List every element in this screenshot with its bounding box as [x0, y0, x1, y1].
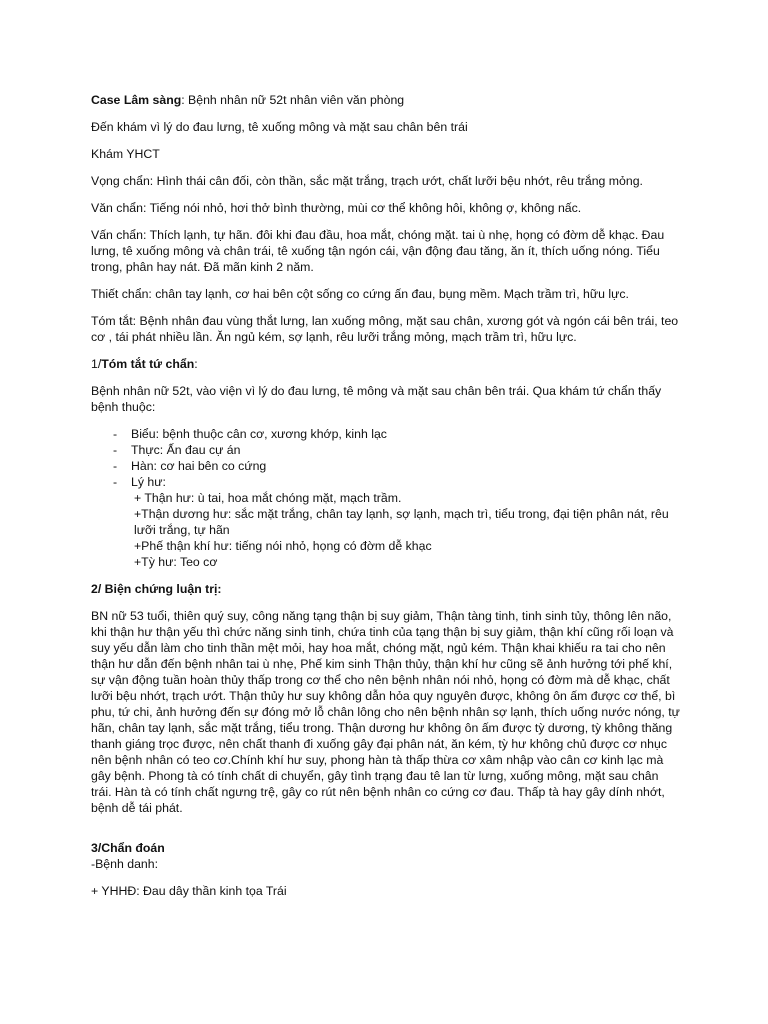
list-item: - Hàn: cơ hai bên co cứng: [91, 458, 681, 474]
list-item: - Thực: Ấn đau cự án: [91, 442, 681, 458]
exam-title: Khám YHCT: [91, 147, 160, 161]
sub-item: +Thận dương hư: sắc mặt trắng, chân tay lạnh, sợ lạnh, mạch trì, tiểu trong, đại tiện phân nát, rêu lưỡi trắng, tự hãn: [134, 507, 669, 537]
section3-line1: -Bệnh danh:: [91, 857, 159, 871]
thiet-chan: Thiết chẩn: chân tay lạnh, cơ hai bên cột sống co cứng ấn đau, bụng mềm. Mạch trầm trì, hữu lực.: [91, 287, 629, 301]
section2-body: BN nữ 53 tuổi, thiên quý suy, công năng tạng thận bị suy giảm, Thận tàng tinh, tinh sinh tủy, thông lên não, khi thận hư thận yếu thì chức năng sinh tinh, chứa tinh của tạng thận bị suy giảm, thận khí cũng rối loạn và suy yếu dẫn làm cho tinh thần mệt mỏi, hay hoa mắt, chóng mặt, ngủ kém. Thận khai khiếu ra tai cho nên thận hư dẫn đến bệnh nhân tai ù nhẹ, Phế kim sinh Thận thủy, thận khí hư cũng sẽ ảnh hưởng tới phế khí, sự vận động tuần hoàn thủy thấp trong cơ thể cho nên bệnh nhân nói nhỏ, họng có đờm mà dễ khạc, chất lưỡi bệu nhớt, trạch ướt. Thận thủy hư suy không dẫn hỏa quy nguyên được, không ôn ấm được cơ thể, bì phu, tứ chi, ảnh hưởng đến sự đóng mở lỗ chân lông cho nên bệnh nhân sợ lạnh, thích uống nước nóng, tự hãn, chân tay lạnh, sắc mặt trắng, tiểu trong. Thận dương hư không ôn ấm được tỳ dương, tỳ không thăng thanh giáng trọc được, nên chất thanh đi xuống gây đại phân nát, ăn kém, tỳ hư không chủ được cơ nhục nên bệnh nhân có teo cơ.Chính khí hư suy, phong hàn tà thấp thừa cơ xâm nhập vào cân cơ kinh lạc mà gây bệnh. Phong tà có tính chất di chuyển, gây tình trạng đau tê lan từ lưng, xuống mông, mặt sau chân trái. Hàn tà có tính chất ngưng trệ, gây co rút nên bệnh nhân co cứng cơ đau. Thấp tà hay gây dính nhớt, bệnh dễ tái phát.: [91, 609, 680, 815]
document-body: [91, 92, 681, 899]
case-heading: [91, 92, 681, 108]
section1-title: Tóm tắt tứ chẩn: [101, 357, 195, 371]
section1-list: [91, 426, 681, 490]
section2-heading: [91, 581, 681, 597]
reason-line: Đến khám vì lý do đau lưng, tê xuống mông và mặt sau chân bên trái: [91, 120, 468, 134]
list-item: - Lý hư:: [91, 474, 681, 490]
case-text: : Bệnh nhân nữ 52t nhân viên văn phòng: [181, 93, 405, 107]
section3-title: 3/Chẩn đoán: [91, 841, 165, 855]
section3-line2: + YHHĐ: Đau dây thần kinh tọa Trái: [91, 884, 287, 898]
section1-intro: Bệnh nhân nữ 52t, vào viện vì lý do đau lưng, tê mông và mặt sau chân bên trái. Qua khám tứ chẩn thấy bệnh thuộc:: [91, 384, 662, 414]
section1-heading: [91, 356, 681, 372]
vong-chan: Vọng chẩn: Hình thái cân đối, còn thần, sắc mặt trắng, trạch ướt, chất lưỡi bệu nhớt, rêu trắng mỏng.: [91, 174, 643, 188]
list-item: - Biểu: bệnh thuộc cân cơ, xương khớp, kinh lạc: [91, 426, 681, 442]
sub-item: +Phế thận khí hư: tiếng nói nhỏ, họng có đờm dễ khạc: [134, 539, 432, 553]
section1-num: 1/: [91, 357, 102, 371]
section3-heading: [91, 840, 681, 856]
tom-tat: Tóm tắt: Bệnh nhân đau vùng thắt lưng, lan xuống mông, mặt sau chân, xương gót và ngón cái bên trái, teo cơ , tái phát nhiều lần. Ăn ngủ kém, sợ lạnh, rêu lưỡi trắng mỏng, mạch trầm trì, hữu lực.: [91, 314, 679, 344]
van-chan-2: Vấn chẩn: Thích lạnh, tự hãn. đôi khi đau đầu, hoa mắt, chóng mặt. tai ù nhẹ, họng có đờm dễ khạc. Đau lưng, tê xuống mông và chân trái, tê xuống tận ngón cái, vận động đau tăng, ăn ít, thích uống nóng. Tiểu trong, phân hay nát. Đã mãn kinh 2 năm.: [91, 228, 665, 274]
case-label: Case Lâm sàng: [91, 93, 182, 107]
sub-item: +Tỳ hư: Teo cơ: [134, 555, 218, 569]
van-chan-1: Văn chẩn: Tiếng nói nhỏ, hơi thở bình thường, mùi cơ thể không hôi, không ợ, không nấc.: [91, 201, 582, 215]
section2-title: 2/ Biện chứng luận trị:: [91, 582, 222, 596]
section1-colon: :: [194, 357, 198, 371]
sub-item: + Thận hư: ù tai, hoa mắt chóng mặt, mạch trầm.: [134, 491, 402, 505]
